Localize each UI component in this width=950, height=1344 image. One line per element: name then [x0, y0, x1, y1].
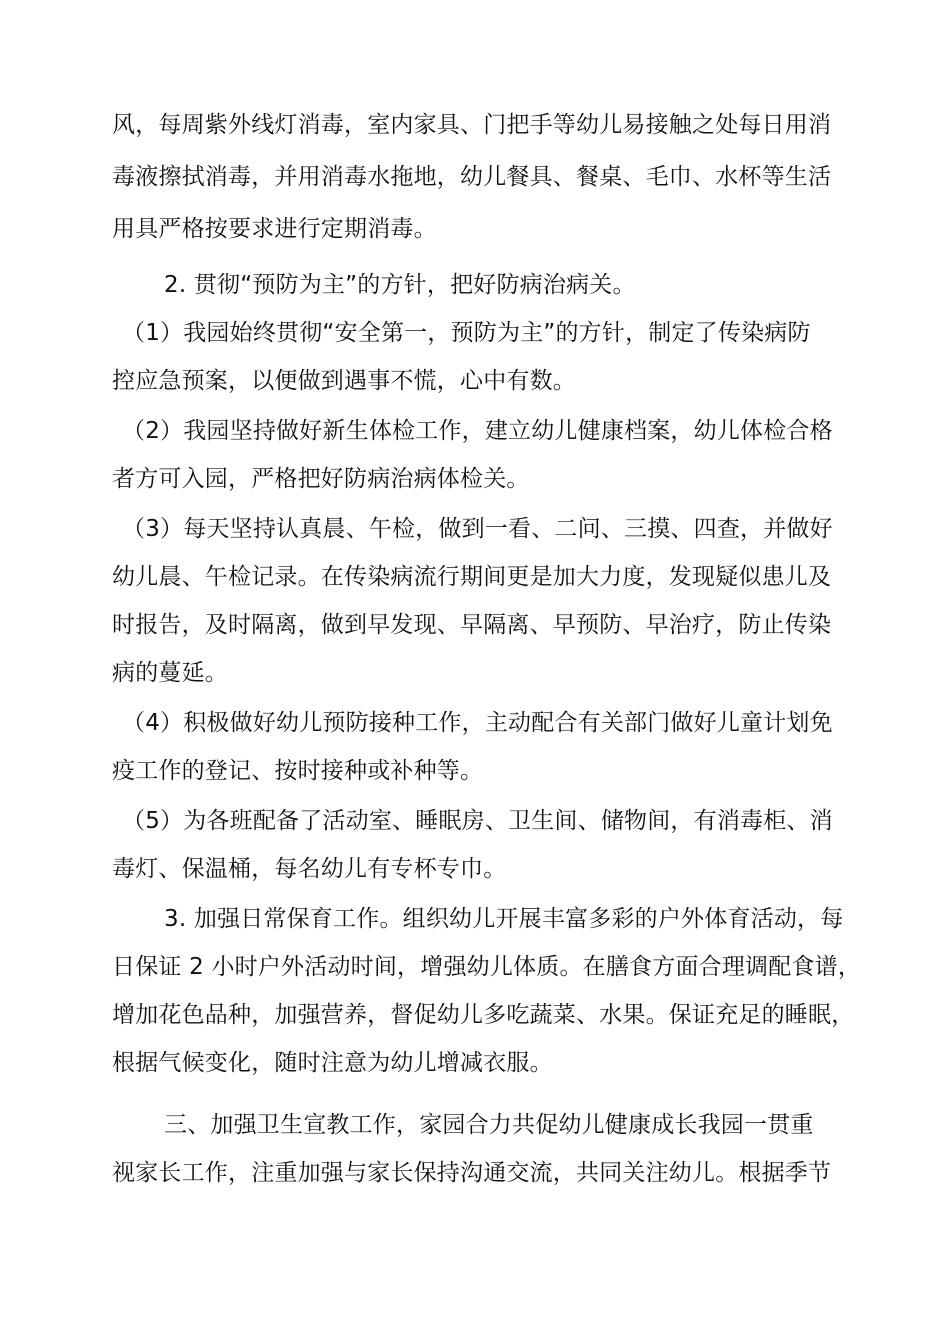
- text-line: 者方可入园，严格把好防病治病体检关。: [112, 466, 530, 492]
- text-line: 增加花色品种，加强营养，督促幼儿多吃蔬菜、水果。保证充足的睡眠，: [112, 1002, 855, 1028]
- text-line: 毒液擦拭消毒，并用消毒水拖地，幼儿餐具、餐桌、毛巾、水杯等生活: [112, 164, 832, 190]
- text-line: 用具严格按要求进行定期消毒。: [112, 216, 437, 242]
- list-item: （4）积极做好幼儿预防接种工作，主动配合有关部门做好儿童计划免: [122, 710, 833, 736]
- section-heading: 3. 加强日常保育工作。组织幼儿开展丰富多彩的户外体育活动，每: [164, 906, 844, 932]
- text-line: 控应急预案，以便做到遇事不慌，心中有数。: [112, 368, 576, 394]
- text-line: 视家长工作，注重加强与家长保持沟通交流，共同关注幼儿。根据季节: [112, 1160, 832, 1186]
- text-line: 日保证 2 小时户外活动时间，增强幼儿体质。在膳食方面合理调配食谱，: [112, 954, 862, 980]
- text-line: 疫工作的登记、按时接种或补种等。: [112, 758, 484, 784]
- list-item: （3）每天坚持认真晨、午检，做到一看、二问、三摸、四查，并做好: [122, 516, 833, 542]
- list-item: （1）我园始终贯彻“安全第一，预防为主”的方针，制定了传染病防: [122, 320, 811, 346]
- text-line: 幼儿晨、午检记录。在传染病流行期间更是加大力度，发现疑似患儿及: [112, 564, 832, 590]
- text-line: 根据气候变化，随时注意为幼儿增减衣服。: [112, 1050, 553, 1076]
- section-heading: 三、加强卫生宣教工作，家园合力共促幼儿健康成长我园一贯重: [164, 1112, 814, 1138]
- text-line: 风，每周紫外线灯消毒，室内家具、门把手等幼儿易接触之处每日用消: [112, 112, 832, 138]
- list-item: （2）我园坚持做好新生体检工作，建立幼儿健康档案，幼儿体检合格: [122, 418, 833, 444]
- list-item: （5）为各班配备了活动室、睡眠房、卫生间、储物间，有消毒柜、消: [122, 808, 833, 834]
- text-line: 时报告，及时隔离，做到早发现、早隔离、早预防、早治疗，防止传染: [112, 612, 832, 638]
- section-heading: 2. 贯彻“预防为主”的方针，把好防病治病关。: [164, 272, 636, 298]
- text-line: 毒灯、保温桶，每名幼儿有专杯专巾。: [112, 856, 507, 882]
- text-line: 病的蔓延。: [112, 660, 228, 686]
